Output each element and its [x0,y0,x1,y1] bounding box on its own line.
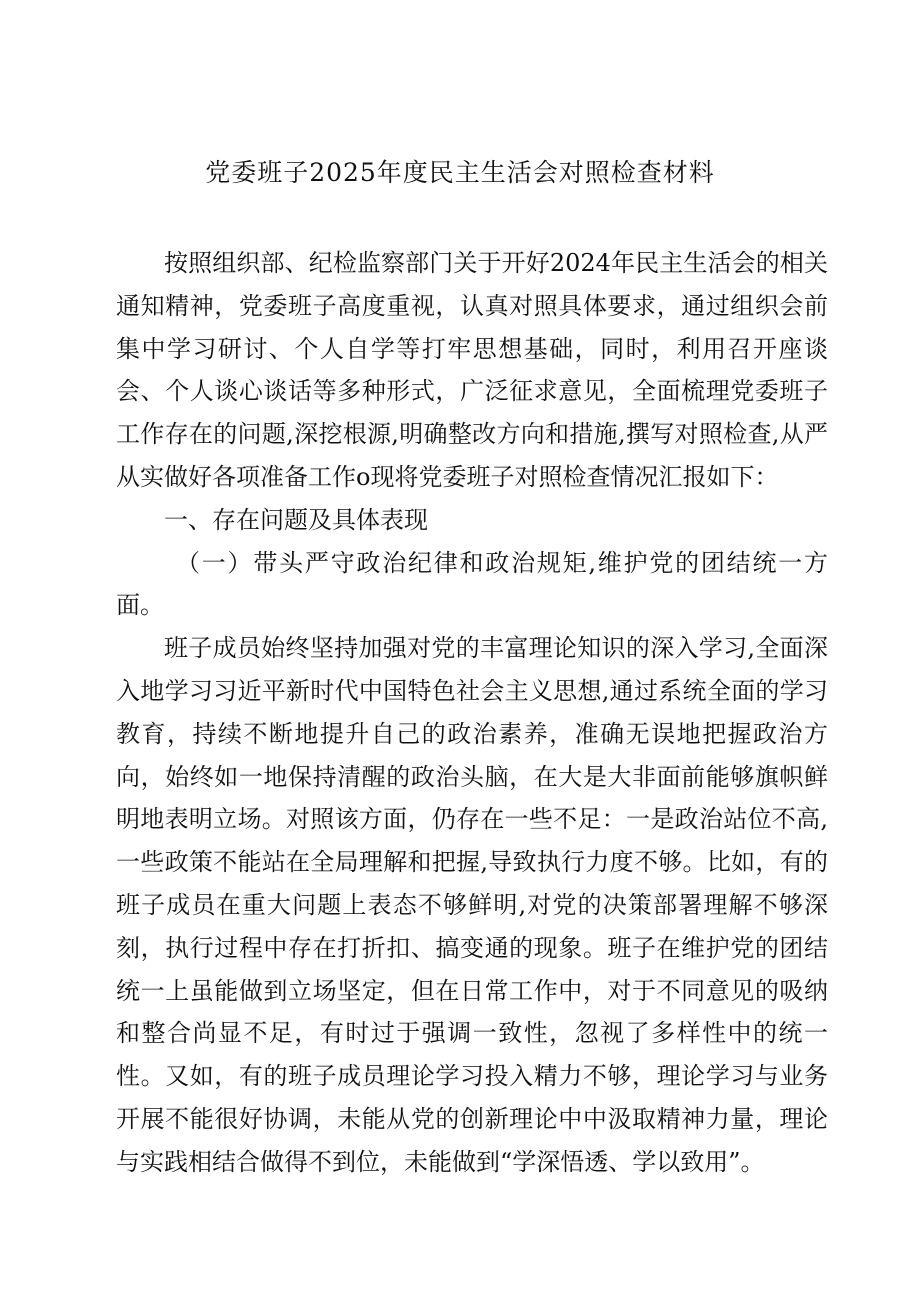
section-heading: 一、存在问题及具体表现 [164,505,428,534]
subsection-heading: （一）带头严守政治纪律和政治规矩,维护党的团结统一方面。 [116,548,828,620]
document-body [116,242,828,1184]
document-title: 党委班子2025年度民主生活会对照检查材料 [205,158,715,187]
body-paragraph: 班子成员始终坚持加强对党的丰富理论知识的深入学习,全面深入地学习习近平新时代中国特色社会主义思想,通过系统全面的学习教育，持续不断地提升自己的政治素养，准确无误地把握政治方向，始终如一地保持清醒的政治头脑，在大是大非面前能够旗帜鲜明地表明立场。对照该方面，仍存在一些不足：一是政治站位不高,一些政策不能站在全局理解和把握,导致执行力度不够。比如，有的班子成员在重大问题上表态不够鲜明,对党的决策部署理解不够深刻，执行过程中存在打折扣、搞变通的现象。班子在维护党的团结统一上虽能做到立场坚定，但在日常工作中，对于不同意见的吸纳和整合尚显不足，有时过于强调一致性，忽视了多样性中的统一性。又如，有的班子成员理论学习投入精力不够，理论学习与业务开展不能很好协调，未能从党的创新理论中中汲取精神力量，理论与实践相结合做得不到位，未能做到“学深悟透、学以致用”。 [116,634,828,1176]
intro-paragraph: 按照组织部、纪检监察部门关于开好2024年民主生活会的相关通知精神，党委班子高度重视，认真对照具体要求，通过组织会前集中学习研讨、个人自学等打牢思想基础，同时，利用召开座谈会、个人谈心谈话等多种形式，广泛征求意见，全面梳理党委班子工作存在的问题,深挖根源,明确整改方向和措施,撰写对照检查,从严从实做好各项准备工作o现将党委班子对照检查情况汇报如下： [116,249,828,491]
